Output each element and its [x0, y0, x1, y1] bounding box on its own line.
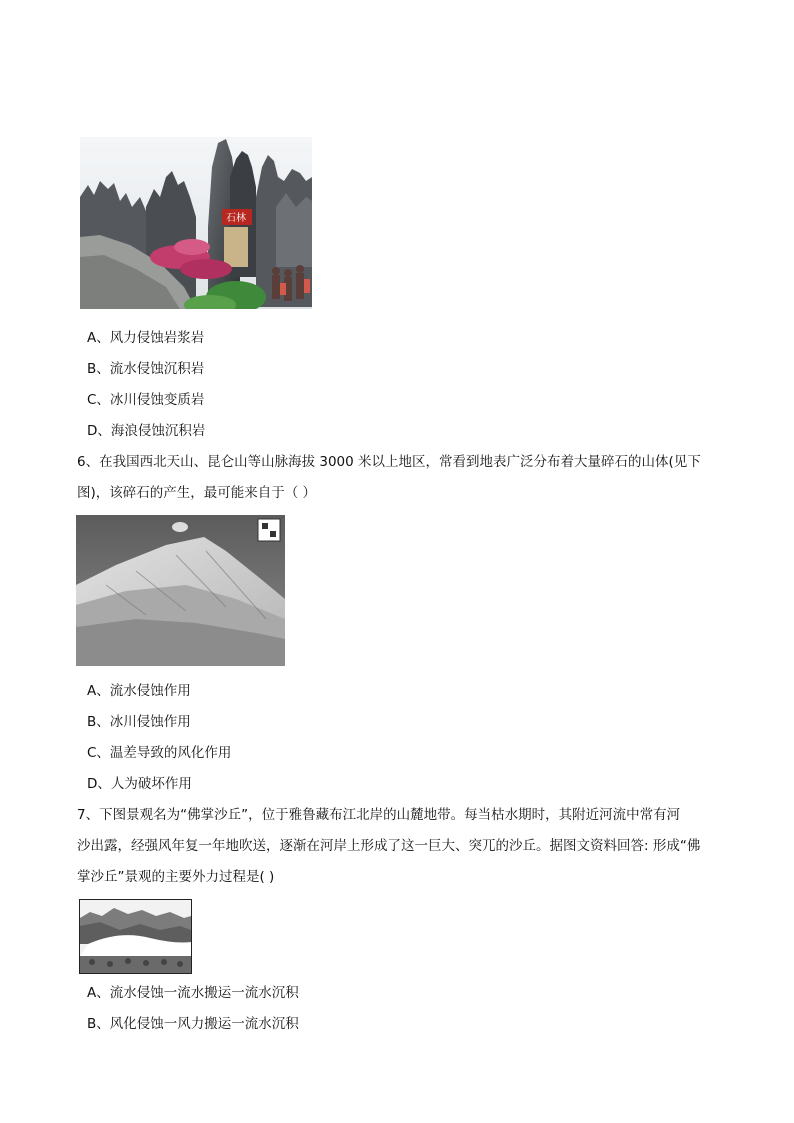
q6-option-c: C、温差导致的风化作用 [87, 745, 232, 761]
q5-option-b: B、流水侵蚀沉积岩 [87, 361, 205, 377]
stone-forest-sign: 石林 [226, 213, 246, 224]
sand-dune-photo [79, 899, 192, 974]
stone-forest-photo [80, 137, 312, 309]
q6-stem-line2: 图)，该碎石的产生，最可能来自于（ ） [77, 485, 317, 501]
q7-stem-line1: 7、下图景观名为“佛掌沙丘”，位于雅鲁藏布江北岸的山麓地带。每当枯水期时，其附近河流中常有河 [77, 807, 681, 823]
q5-option-d: D、海浪侵蚀沉积岩 [87, 423, 206, 439]
q6-option-d: D、人为破坏作用 [87, 776, 192, 792]
q6-stem-line1: 6、在我国西北天山、昆仑山等山脉海拔 3000 米以上地区，常看到地表广泛分布着大量碎石的山体(见下 [77, 454, 701, 470]
mountain-scree-photo [76, 515, 285, 666]
q7-option-a: A、流水侵蚀一流水搬运一流水沉积 [87, 985, 299, 1001]
q7-stem-line3: 掌沙丘”景观的主要外力过程是( ) [77, 869, 275, 885]
q5-option-a: A、风力侵蚀岩浆岩 [87, 330, 205, 346]
q6-option-b: B、冰川侵蚀作用 [87, 714, 191, 730]
q7-option-b: B、风化侵蚀一风力搬运一流水沉积 [87, 1016, 299, 1032]
q7-stem-line2: 沙出露，经强风年复一年地吹送，逐渐在河岸上形成了这一巨大、突兀的沙丘。据图文资料回答: 形成“佛 [77, 838, 701, 854]
q6-option-a: A、流水侵蚀作用 [87, 683, 191, 699]
q5-option-c: C、冰川侵蚀变质岩 [87, 392, 205, 408]
